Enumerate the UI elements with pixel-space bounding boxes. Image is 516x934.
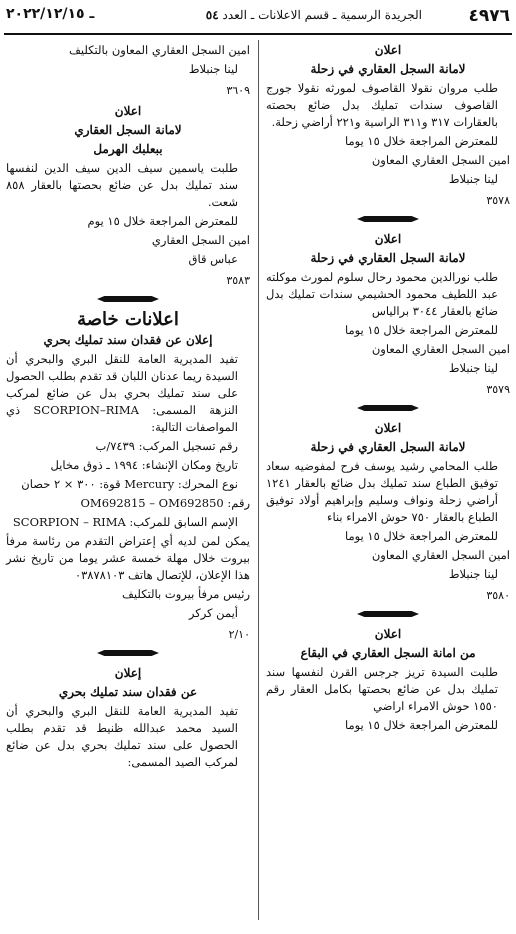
- page-header: [4, 6, 512, 30]
- signer-title: امين السجل العقاري المعاون بالتكليف: [68, 43, 250, 57]
- notice-body: طلبت السيدة تريز جرجس القرن لنفسها سند تمليك بدل عن ضائع بحصتها بكامل العقار رقم ١٥٥٠ حوش الامراء اراضي: [266, 665, 498, 713]
- notice-region: ببعلبك الهرمل: [93, 142, 163, 156]
- right-column: [266, 40, 510, 736]
- spec-former-name: الإسم السابق للمركب: SCORPION – RIMA: [12, 515, 238, 529]
- notice-title: عن فقدان سند تمليك بحري: [58, 685, 198, 699]
- separator-ornament: [266, 213, 510, 225]
- header-rule: [4, 33, 512, 35]
- signer-title: رئيس مرفأ بيروت بالتكليف: [122, 587, 250, 601]
- signer-name: لينا جنبلاط: [448, 567, 498, 581]
- notice-body: طلب نورالدين محمود رحال سلوم لمورث موكلته عبد اللطيف محمود الحشيمي سندات تمليك بدل ضائع بالعقار ٣٠٤٤ برالياس: [266, 270, 498, 318]
- notice-body: تفيد المديرية العامة للنقل البري والبحري أن السيدة ريما عدنان اللبان قد تقدم بطلب الحصول على سند تمليك بحري بدل عن ضائع لمركب النزهة المسمى: SCORPION–RIMA ذي المواصفات التالية:: [6, 352, 238, 434]
- spec-engine-numbers: رقم: OM692815 – OM692850: [80, 496, 250, 510]
- notice-ref: ٣٥٨٠: [486, 589, 510, 602]
- signer-title: امين السجل العقاري المعاون: [371, 153, 510, 167]
- separator-ornament: [266, 402, 510, 414]
- signer-name: لينا جنبلاط: [188, 62, 238, 76]
- notice-review: للمعترض المراجعة خلال ١٥ يوما: [344, 718, 498, 732]
- notice-label: اعلان: [374, 627, 402, 641]
- signer-name: لينا جنبلاط: [448, 361, 498, 375]
- notice-body: طلب المحامي رشيد يوسف فرح لمفوضيه سعاد توفيق الطباع سند تمليك بدل ضائع بالعقار ١٢٤١ أراضي زحلة ونواف وسليم وإبراهيم أولاد توفيق الطباع بالعقار ٧٥٠ حوش الامراء بناء: [266, 459, 498, 524]
- notice-review: للمعترض المراجعة خلال ١٥ يوما: [344, 323, 498, 337]
- notice-label: اعلان: [114, 104, 142, 118]
- notice-title: إعلان عن فقدان سند تمليك بحري: [43, 333, 213, 347]
- notice-authority: لامانة السجل العقاري في زحلة: [310, 62, 466, 76]
- section-title: اعلانات خاصة: [77, 309, 179, 330]
- signer-title: امين السجل العقاري: [151, 233, 250, 247]
- left-column: [6, 40, 250, 773]
- page-number: ٤٩٧٦: [468, 6, 510, 26]
- signer-title: امين السجل العقاري المعاون: [371, 548, 510, 562]
- spec-engine: نوع المحرك: Mercury قوة: ٣٠٠ × ٢ حصان: [21, 477, 238, 491]
- notice-ref: ٣٥٧٩: [486, 383, 510, 396]
- notice-body: تفيد المديرية العامة للنقل البري والبحري أن السيد محمد عبدالله ظنيط قد تقدم بطلب الحصول على سند تمليك بحري بدل عن ضائع لمركب الصيد المسمى:: [6, 704, 238, 769]
- column-divider: [258, 40, 259, 920]
- notice-authority: لامانة السجل العقاري في زحلة: [310, 440, 466, 454]
- notice-label: إعلان: [114, 666, 142, 680]
- notice-authority: لامانة السجل العقاري: [74, 123, 182, 137]
- notice-ref: ٣٦٠٩: [226, 84, 250, 97]
- notice-label: اعلان: [374, 421, 402, 435]
- notice-label: اعلان: [374, 43, 402, 57]
- notice-authority: من امانة السجل العقاري في البقاع: [300, 646, 476, 660]
- notice-ref: ٣٥٧٨: [486, 194, 510, 207]
- notice-body: طلب مروان نقولا القاصوف لمورثه نقولا جورج القاصوف سندات تمليك بدل ضائع بحصته بالعقارات ٣١٧ و٣١١ الراسية و٢٢١ أراضي زحلة.: [266, 81, 498, 129]
- signer-name: عباس قاق: [188, 252, 238, 266]
- notice-authority: لامانة السجل العقاري في زحلة: [310, 251, 466, 265]
- separator-ornament: [6, 647, 250, 659]
- issue-number: ٥٤: [205, 8, 219, 22]
- spec-registration: رقم تسجيل المركب: ٧٤٣٩/ب: [95, 439, 238, 453]
- notice-objection: يمكن لمن لديه أي إعتراض التقدم من رئاسة مرفأ بيروت خلال مهلة خمسة عشر يوما من تاريخ نشر هذا الإعلان، للإتصال هاتف ٠٣٨٧٨١٠٣: [6, 534, 250, 582]
- separator-ornament: [266, 608, 510, 620]
- separator-ornament: [6, 293, 250, 305]
- notice-review: للمعترض المراجعة خلال ١٥ يوما: [344, 134, 498, 148]
- notice-ref: ٣٥٨٣: [226, 274, 250, 287]
- gazette-title: الجريدة الرسمية ـ قسم الاعلانات ـ العدد ٥٤: [205, 8, 422, 22]
- signer-name: أيمن كركر: [188, 606, 238, 620]
- notice-review: للمعترض المراجعة خلال ١٥ يوما: [344, 529, 498, 543]
- spec-build: تاريخ ومكان الإنشاء: ١٩٩٤ ـ ذوق مخايل: [50, 458, 238, 472]
- notice-ref: ٢/١٠: [228, 628, 250, 641]
- notice-review: للمعترض المراجعة خلال ١٥ يوم: [87, 214, 238, 228]
- notice-body: طلبت ياسمين سيف الدين سيف الدين لنفسها سند تمليك بدل عن ضائع بحصتها بالعقار ٨٥٨ شعت.: [6, 161, 238, 209]
- signer-name: لينا جنبلاط: [448, 172, 498, 186]
- notice-label: اعلان: [374, 232, 402, 246]
- signer-title: امين السجل العقاري المعاون: [371, 342, 510, 356]
- issue-date: ـ ٢٠٢٢/١٢/١٥: [6, 6, 95, 22]
